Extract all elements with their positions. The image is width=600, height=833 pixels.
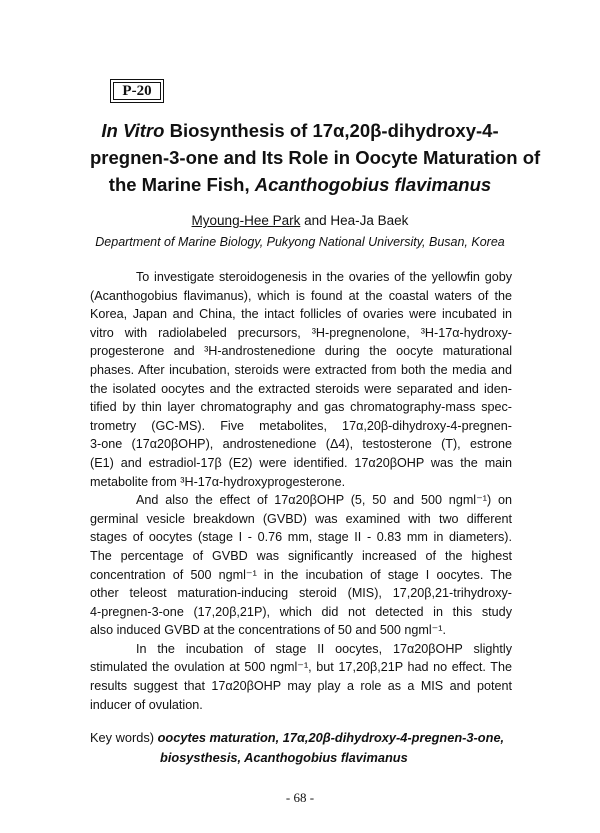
abstract-line: stimulated the ovulation at 500 ngml⁻¹, but 17,20β,21P had no effect. The [90, 660, 512, 675]
abstract-line: tified by thin layer chromatography and gas chromatography-mass spec- [90, 400, 512, 415]
title-species-name: Acanthogobius flavimanus [254, 174, 492, 195]
abstract-line: vitro with radiolabeled precursors, ³H-pregnenolone, ³H-17α-hydroxy- [90, 325, 512, 340]
abstract-line: Korea, Japan and China, the intact follicles of ovaries were incubated in [90, 307, 512, 322]
keywords-line-2: biosysthesis, Acanthogobius flavimanus [160, 750, 408, 765]
title-line-1-rest: Biosynthesis of 17α,20β-dihydroxy-4- [164, 120, 499, 141]
keywords-line-1: oocytes maturation, 17α,20β-dihydroxy-4-pregnen-3-one, [157, 730, 505, 745]
abstract-line: inducer of ovulation. [90, 697, 203, 712]
abstract-line: (E1) and estradiol-17β (E2) were identified. 17α20βOHP was the main [90, 455, 512, 470]
title-line-1 [90, 117, 510, 144]
poster-label-box [110, 79, 164, 103]
abstract-line: To investigate steroidogenesis in the ovaries of the yellowfin goby [136, 270, 512, 284]
abstract-line: concentration of 500 ngml⁻¹ in the incubation of stage I oocytes. The [90, 567, 512, 582]
abstract-line: other teleost maturation-inducing steroid (MIS), 17,20β,21-trihydroxy- [90, 586, 512, 601]
title-line-2: pregnen-3-one and Its Role in Oocyte Maturation of [90, 147, 541, 168]
abstract-line: 4-pregnen-3-one (17,20β,21P), which did not detected in this study [90, 604, 512, 619]
abstract-body [90, 268, 512, 714]
keywords-block [90, 728, 504, 768]
abstract-line: (Acanthogobius flavimanus), which is found at the coastal waters of the [90, 288, 512, 303]
poster-label: P-20 [122, 82, 152, 99]
abstract-line: results suggest that 17α20βOHP may play a role as a MIS and potent [90, 679, 512, 694]
abstract-line: metabolite from ³H-17α-hydroxyprogesterone. [90, 474, 346, 489]
abstract-line: stages of oocytes (stage I - 0.76 mm, stage II - 0.83 mm in diameters). [90, 530, 512, 545]
abstract-line: trometry (GC-MS). Five metabolites, 17α,20β-dihydroxy-4-pregnen- [90, 418, 512, 433]
abstract-line: The percentage of GVBD was significantly increased of the highest [90, 548, 512, 563]
author-1: Myoung-Hee Park [191, 213, 301, 228]
title-italic-in-vitro: In Vitro [101, 120, 165, 141]
page-number: - 68 - [285, 790, 315, 805]
abstract-line: progesterone and ³H-androstenedione during the oocyte maturational [90, 344, 512, 359]
author-list [0, 213, 600, 228]
abstract-line: And also the effect of 17α20βOHP (5, 50 and 500 ngml⁻¹) on [136, 493, 512, 508]
abstract-line: the isolated oocytes and the extracted steroids were separated and iden- [90, 381, 512, 396]
abstract-line: also induced GVBD at the concentrations of 50 and 500 ngml⁻¹. [90, 623, 446, 638]
title-line-3-plain: the Marine Fish, [108, 174, 255, 195]
abstract-line: phases. After incubation, steroids were extracted from both the media and [90, 362, 512, 377]
abstract-line: germinal vesicle breakdown (GVBD) was examined with two different [90, 511, 512, 526]
affiliation: Department of Marine Biology, Pukyong National University, Busan, Korea [95, 235, 505, 249]
author-2: Hea-Ja Baek [330, 213, 409, 228]
abstract-line: In the incubation of stage II oocytes, 17α20βOHP slightly [136, 641, 512, 656]
title-line-3 [90, 171, 510, 198]
author-joiner: and [300, 213, 331, 228]
abstract-line: 3-one (17α20βOHP), androstenedione (Δ4), testosterone (T), estrone [90, 437, 512, 452]
keywords-label: Key words) [90, 730, 155, 745]
paper-title [90, 117, 541, 198]
